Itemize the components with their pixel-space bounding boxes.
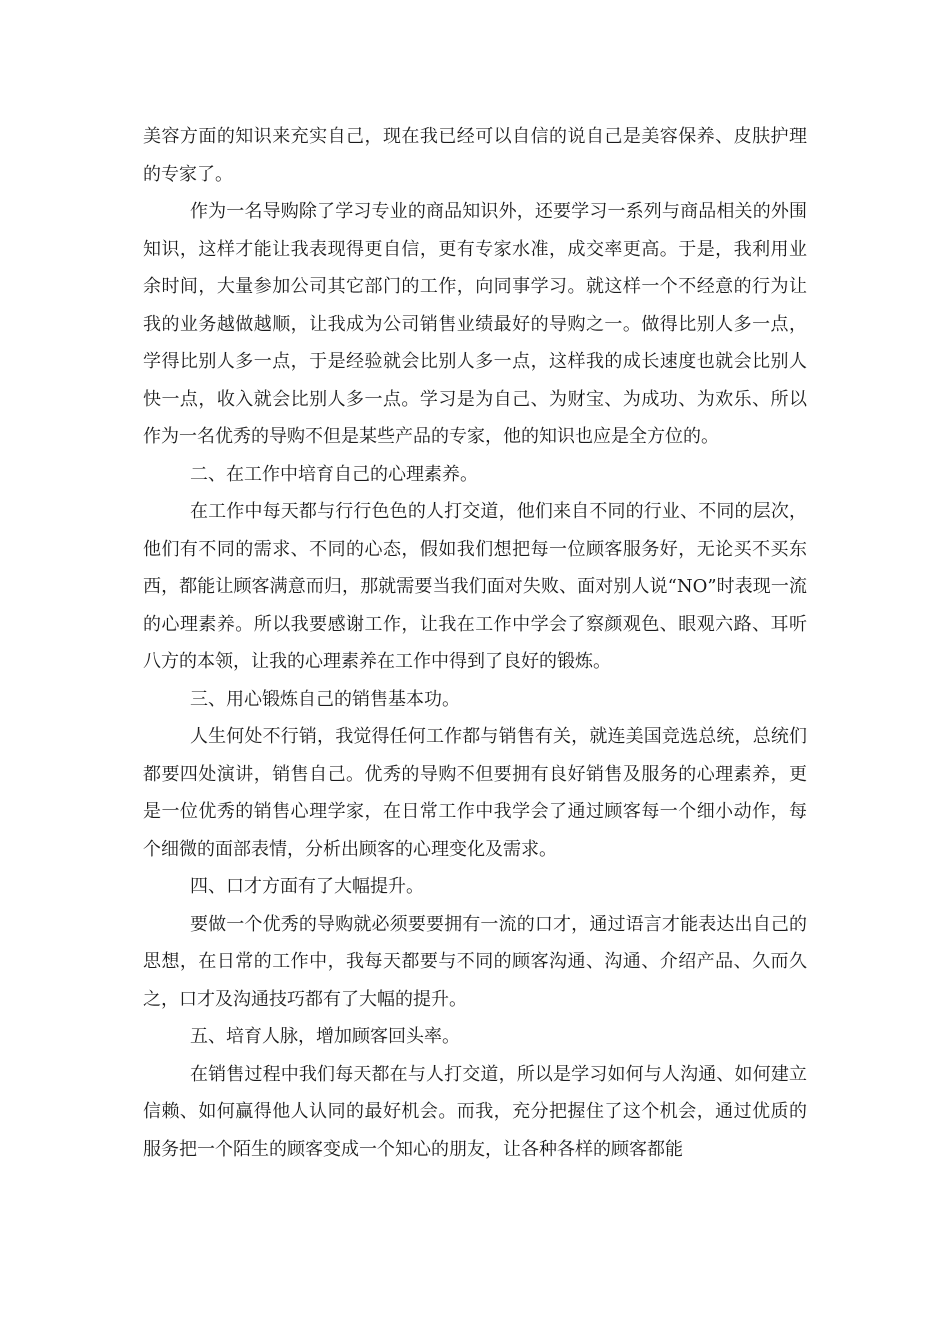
section-heading-2: 二、在工作中培育自己的心理素养。 [190, 463, 478, 485]
document-body [143, 118, 807, 1168]
section-heading-5: 五、培育人脉，增加顾客回头率。 [190, 1026, 460, 1047]
section-heading-4: 四、口才方面有了大幅提升。 [190, 876, 424, 897]
paragraph-customer-relations: 在销售过程中我们每天都在与人打交道，所以是学习如何与人沟通、如何建立信赖、如何赢得他人认同的最好机会。而我，充分把握住了这个机会，通过优质的服务把一个陌生的顾客变成一个知心的朋友，让各种各样的顾客都能 [143, 1063, 807, 1160]
paragraph-continuation: 美容方面的知识来充实自己，现在我已经可以自信的说自己是美容保养、皮肤护理的专家了。 [143, 126, 807, 185]
section-heading-3: 三、用心锻炼自己的销售基本功。 [190, 688, 460, 710]
paragraph-learning-knowledge: 作为一名导购除了学习专业的商品知识外，还要学习一系列与商品相关的外围知识，这样才能让我表现得更自信，更有专家水准，成交率更高。于是，我利用业余时间，大量参加公司其它部门的工作，向同事学习。就这样一个不经意的行为让我的业务越做越顺，让我成为公司销售业绩最好的导购之一。做得比别人多一点，学得比别人多一点，于是经验就会比别人多一点，这样我的成长速度也就会比别人快一点，收入就会比别人多一点。学习是为自己、为财宝、为成功、为欢乐、所以作为一名优秀的导购不但是某些产品的专家，他的知识也应是全方位的。 [143, 201, 807, 447]
paragraph-psychology: 在工作中每天都与行行色色的人打交道，他们来自不同的行业、不同的层次，他们有不同的需求、不同的心态，假如我们想把每一位顾客服务好，无论买不买东西，都能让顾客满意而归，那就需要当我们面对失败、面对别人说“NO”时表现一流的心理素养。所以我要感谢工作，让我在工作中学会了察颜观色、眼观六路、耳听八方的本领，让我的心理素养在工作中得到了良好的锻炼。 [143, 501, 807, 672]
paragraph-eloquence: 要做一个优秀的导购就必须要要拥有一流的口才，通过语言才能表达出自己的思想，在日常的工作中，我每天都要与不同的顾客沟通、沟通、介绍产品、久而久之，口才及沟通技巧都有了大幅的提升。 [143, 913, 807, 1010]
paragraph-sales-skills: 人生何处不行销，我觉得任何工作都与销售有关，就连美国竞选总统，总统们都要四处演讲，销售自己。优秀的导购不但要拥有良好销售及服务的心理素养，更是一位优秀的销售心理学家，在日常工作中我学会了通过顾客每一个细小动作，每个细微的面部表情，分析出顾客的心理变化及需求。 [143, 726, 807, 860]
